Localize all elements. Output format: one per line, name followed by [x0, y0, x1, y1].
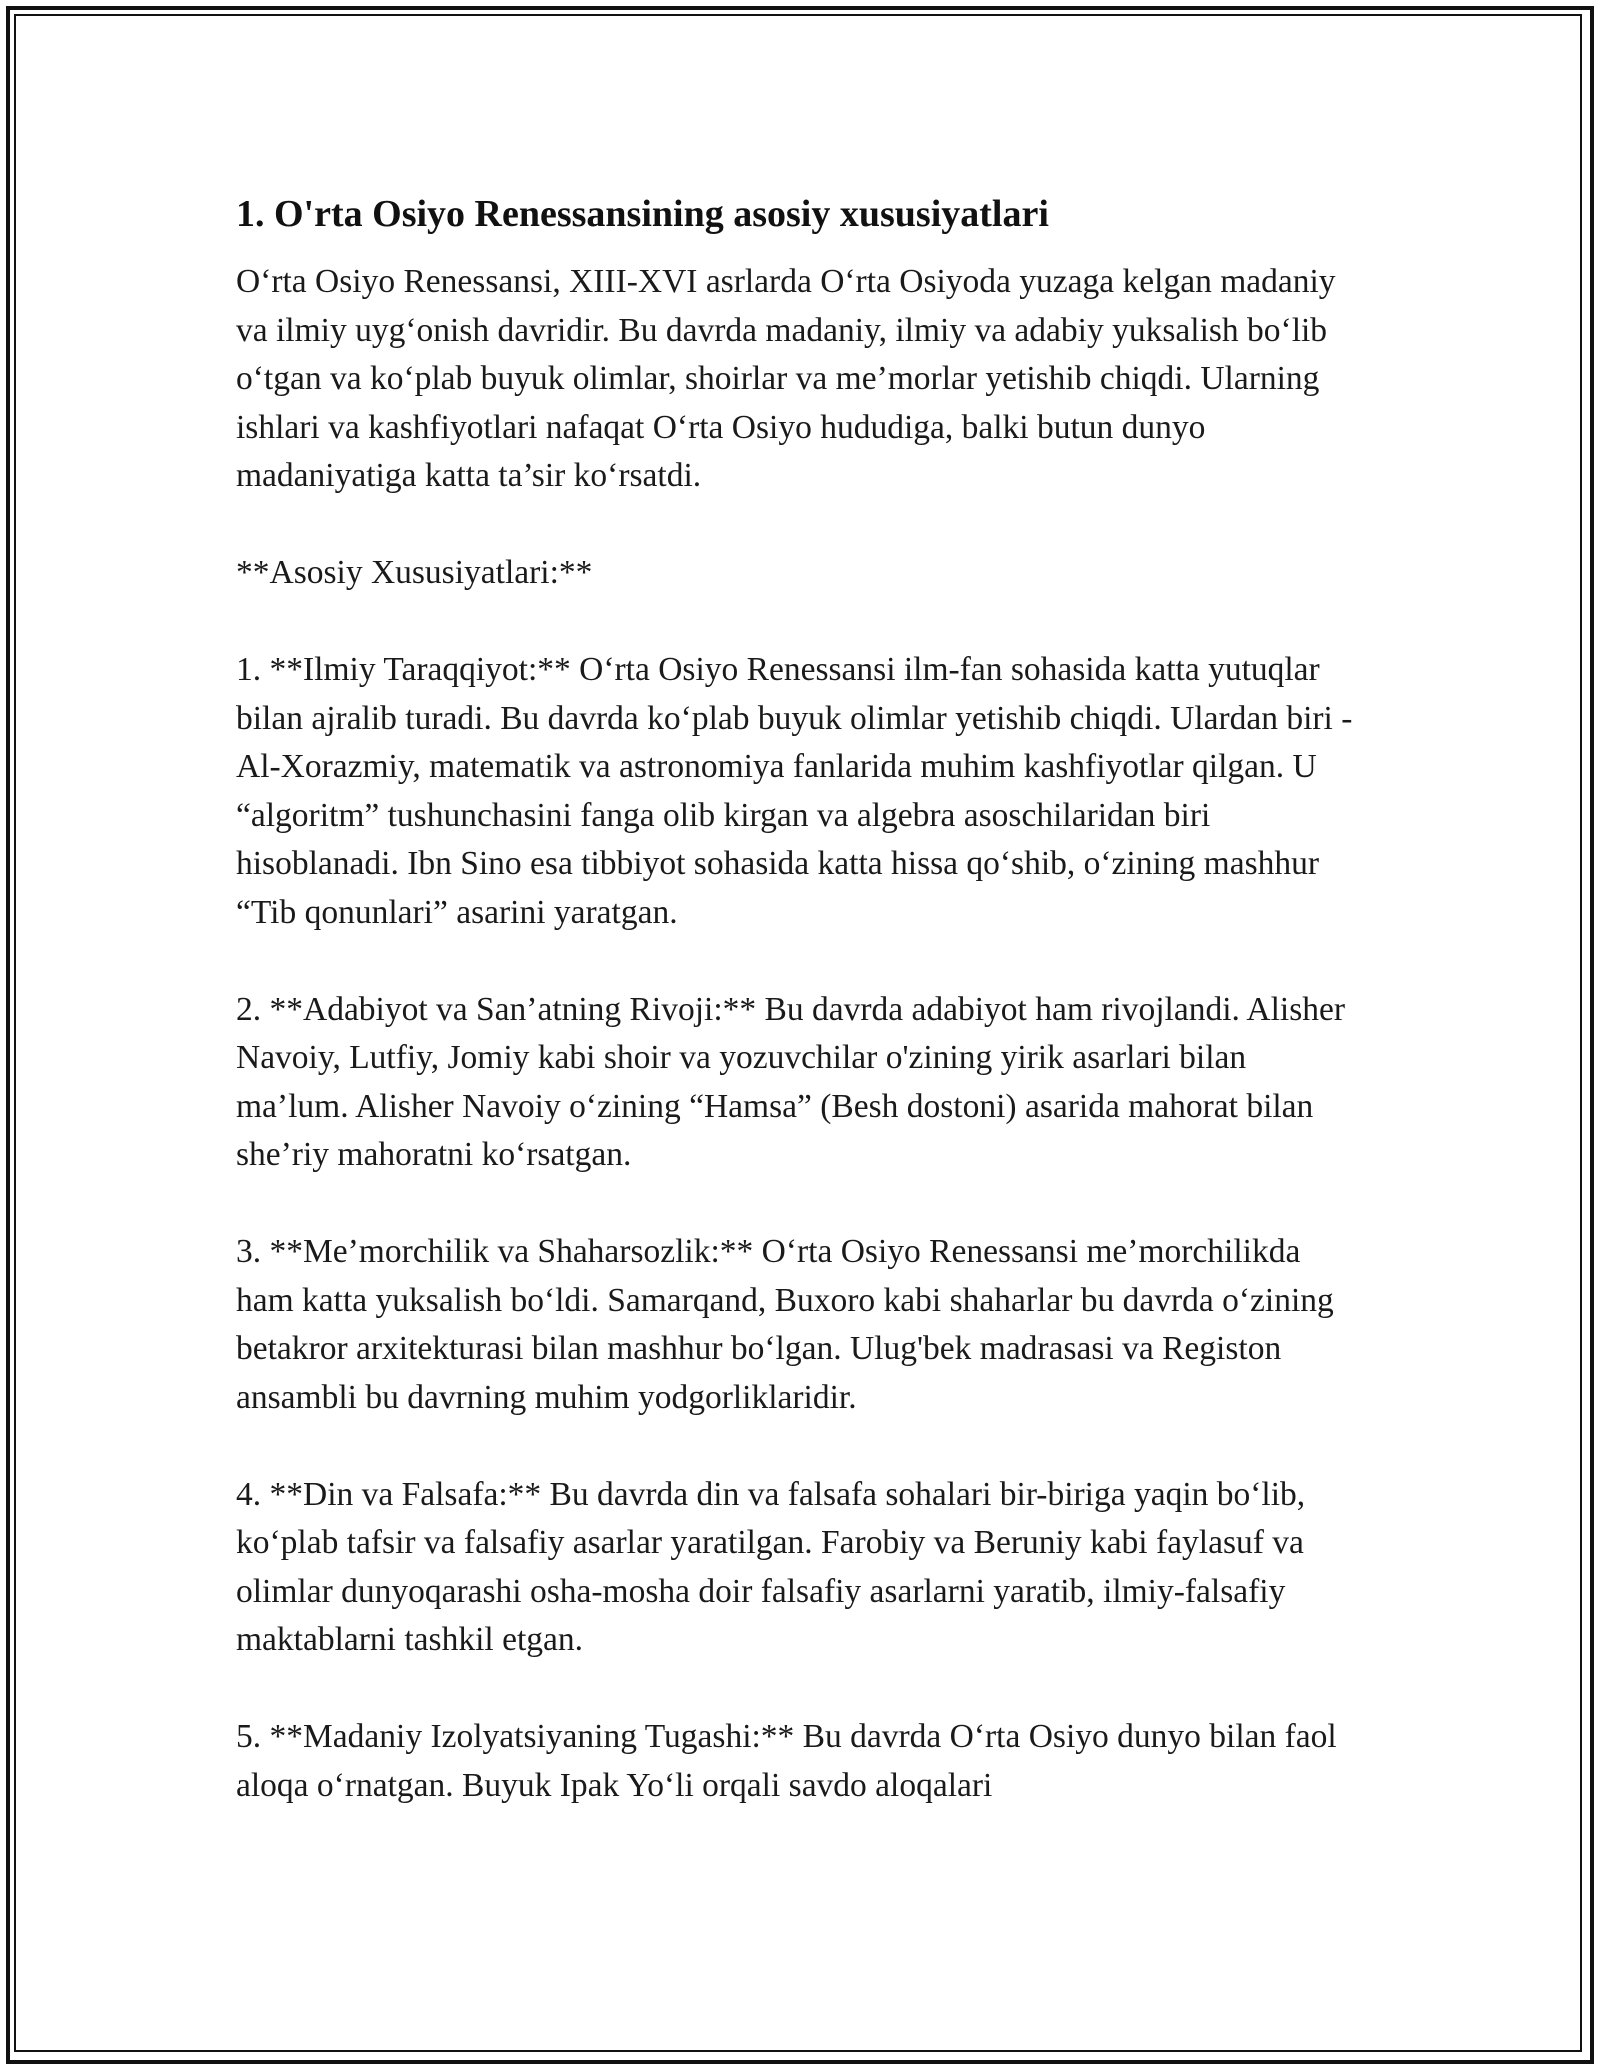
intro-paragraph: O‘rta Osiyo Renessansi, XIII-XVI asrlarda O‘rta Osiyoda yuzaga kelgan madaniy va ilmiy uyg‘onish davridir. Bu davrda madaniy, ilmiy va adabiy yuksalish bo‘lib o‘tgan va ko‘plab buyuk olimlar, shoirlar va me’morlar yetishib chiqdi. Ularning ishlari va kashfiyotlari nafaqat O‘rta Osiyo hududiga, balki butun dunyo madaniyatiga katta ta’sir ko‘rsatdi. — [236, 263, 1336, 494]
list-item-scientific-progress: 1. **Ilmiy Taraqqiyot:** O‘rta Osiyo Renessansi ilm-fan sohasida katta yutuqlar bilan ajralib turadi. Bu davrda ko‘plab buyuk olimlar yetishib chiqdi. Ulardan biri - Al-Xorazmiy, matematik va astronomiya fanlarida muhim kashfiyotlar qilgan. U “algoritm” tushunchasini fanga olib kirgan va algebra asoschilaridan biri hisoblanadi. Ibn Sino esa tibbiyot sohasida katta hissa qo‘shib, o‘zining mashhur “Tib qonunlari” asarini yaratgan. — [236, 651, 1353, 931]
list-item-literature-art: 2. **Adabiyot va San’atning Rivoji:** Bu davrda adabiyot ham rivojlandi. Alisher Navoiy, Lutfiy, Jomiy kabi shoir va yozuvchilar o'zining yirik asarlari bilan ma’lum. Alisher Navoiy o‘zining “Hamsa” (Besh dostoni) asarida mahorat bilan she’riy mahoratni ko‘rsatgan. — [236, 990, 1346, 1173]
list-item-cultural-isolation-end: 5. **Madaniy Izolyatsiyaning Tugashi:** Bu davrda O‘rta Osiyo dunyo bilan faol aloqa o‘rnatgan. Buyuk Ipak Yo‘li orqali savdo aloqalari — [236, 1718, 1337, 1804]
list-item-architecture: 3. **Me’morchilik va Shaharsozlik:** O‘rta Osiyo Renessansi me’morchilikda ham katta yuksalish bo‘ldi. Samarqand, Buxoro kabi shaharlar bu davrda o‘zining betakror arxitekturasi bilan mashhur bo‘lgan. Ulug'bek madrasasi va Registon ansambli bu davrning muhim yodgorliklaridir. — [236, 1233, 1334, 1416]
list-item-religion-philosophy: 4. **Din va Falsafa:** Bu davrda din va falsafa sohalari bir-biriga yaqin bo‘lib, ko‘plab tafsir va falsafiy asarlar yaratilgan. Farobiy va Beruniy kabi faylasuf va olimlar dunyoqarashi osha-mosha doir falsafiy asarlarni yaratib, ilmiy-falsafiy maktablarni tashkil etgan. — [236, 1475, 1306, 1658]
document-body — [236, 190, 1366, 1859]
document-title: 1. O'rta Osiyo Renessansining asosiy xususiyatlari — [236, 193, 1049, 235]
section-heading-features: **Asosiy Xususiyatlari:** — [236, 554, 593, 591]
